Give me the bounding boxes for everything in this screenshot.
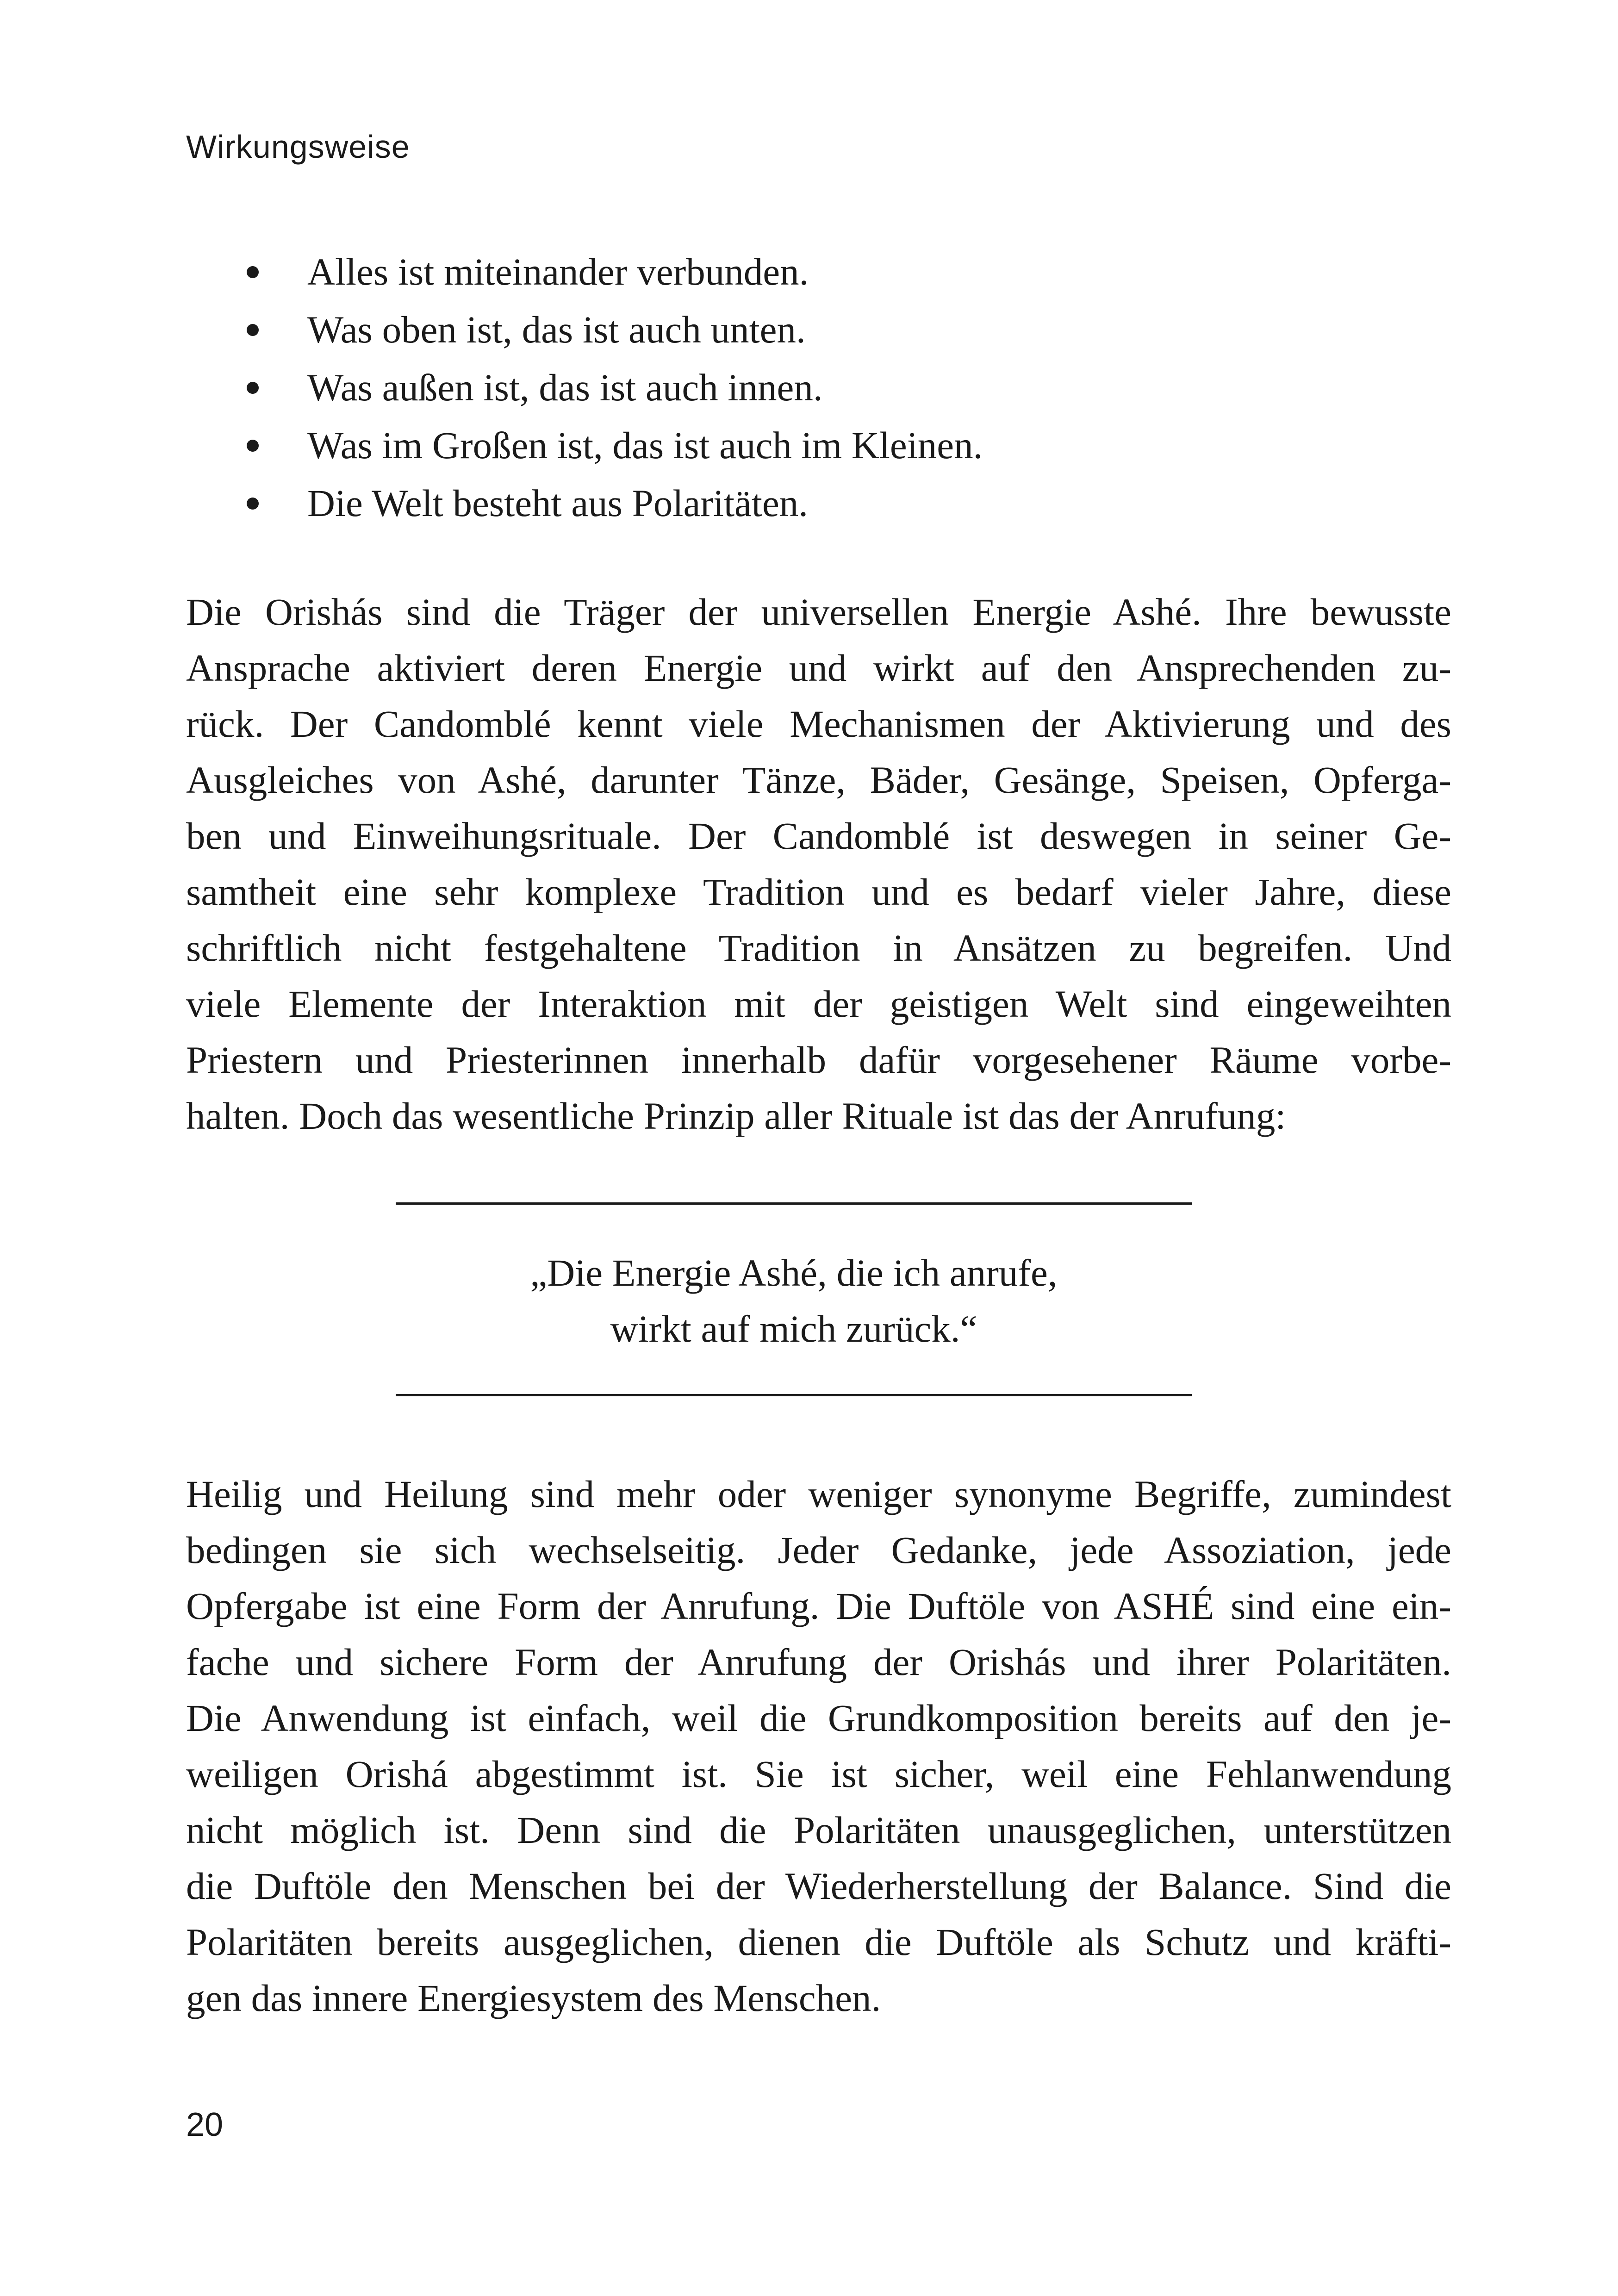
list-item: Was oben ist, das ist auch unten. <box>186 301 1436 359</box>
running-header: Wirkungsweise <box>186 129 410 165</box>
text-line: nicht möglich ist. Denn sind die Polaritäten unausgeglichen, unterstützen <box>186 1809 1451 1851</box>
text-line: samtheit eine sehr komplexe Tradition und es bedarf vieler Jahre, diese <box>186 871 1451 913</box>
text-line: Polaritäten bereits ausgeglichen, dienen die Duftöle als Schutz und kräfti- <box>186 1921 1451 1963</box>
list-item: Die Welt besteht aus Polaritäten. <box>186 474 1436 532</box>
list-item: Was außen ist, das ist auch innen. <box>186 359 1436 417</box>
text-line: gen das innere Energiesystem des Menschen. <box>186 1977 881 2019</box>
text-line: Ausgleiches von Ashé, darunter Tänze, Bäder, Gesänge, Speisen, Opferga- <box>186 759 1451 801</box>
quote-rule-bottom <box>396 1394 1192 1396</box>
page-number: 20 <box>186 2106 224 2143</box>
text-line: Heilig und Heilung sind mehr oder weniger synonyme Begriffe, zumindest <box>186 1473 1451 1515</box>
text-line: Opfergabe ist eine Form der Anrufung. Die Duftöle von ASHÉ sind eine ein- <box>186 1585 1451 1627</box>
text-line: viele Elemente der Interaktion mit der geistigen Welt sind eingeweihten <box>186 983 1451 1025</box>
quote-line: wirkt auf mich zurück.“ <box>610 1307 977 1350</box>
text-line: Priestern und Priesterinnen innerhalb dafür vorgesehener Räume vorbe- <box>186 1039 1451 1081</box>
text-line: Ansprache aktiviert deren Energie und wirkt auf den Ansprechenden zu- <box>186 647 1451 689</box>
text-line: ben und Einweihungsrituale. Der Candomblé ist deswegen in seiner Ge- <box>186 815 1451 857</box>
text-line: bedingen sie sich wechselseitig. Jeder Gedanke, jede Assoziation, jede <box>186 1529 1451 1571</box>
principles-list <box>186 243 1436 532</box>
text-line: schriftlich nicht festgehaltene Tradition in Ansätzen zu begreifen. Und <box>186 927 1451 969</box>
text-line: fache und sichere Form der Anrufung der Orishás und ihrer Polaritäten. <box>186 1641 1451 1683</box>
quote-line: „Die Energie Ashé, die ich anrufe, <box>530 1251 1058 1294</box>
list-item: Alles ist miteinander verbunden. <box>186 243 1436 301</box>
text-line: Die Orishás sind die Träger der universellen Energie Ashé. Ihre bewusste <box>186 591 1451 633</box>
body-paragraph-orishas <box>186 584 1451 1144</box>
text-line: Die Anwendung ist einfach, weil die Grundkomposition bereits auf den je- <box>186 1697 1451 1739</box>
text-line: weiligen Orishá abgestimmt ist. Sie ist sicher, weil eine Fehlanwendung <box>186 1753 1451 1795</box>
body-paragraph-heilung <box>186 1466 1451 2026</box>
text-line: die Duftöle den Menschen bei der Wiederherstellung der Balance. Sind die <box>186 1865 1451 1907</box>
quote-rule-top <box>396 1202 1192 1205</box>
list-item: Was im Großen ist, das ist auch im Kleinen. <box>186 417 1436 474</box>
pull-quote <box>396 1245 1192 1357</box>
text-line: halten. Doch das wesentliche Prinzip aller Rituale ist das der Anrufung: <box>186 1095 1286 1137</box>
text-line: rück. Der Candomblé kennt viele Mechanismen der Aktivierung und des <box>186 703 1451 745</box>
